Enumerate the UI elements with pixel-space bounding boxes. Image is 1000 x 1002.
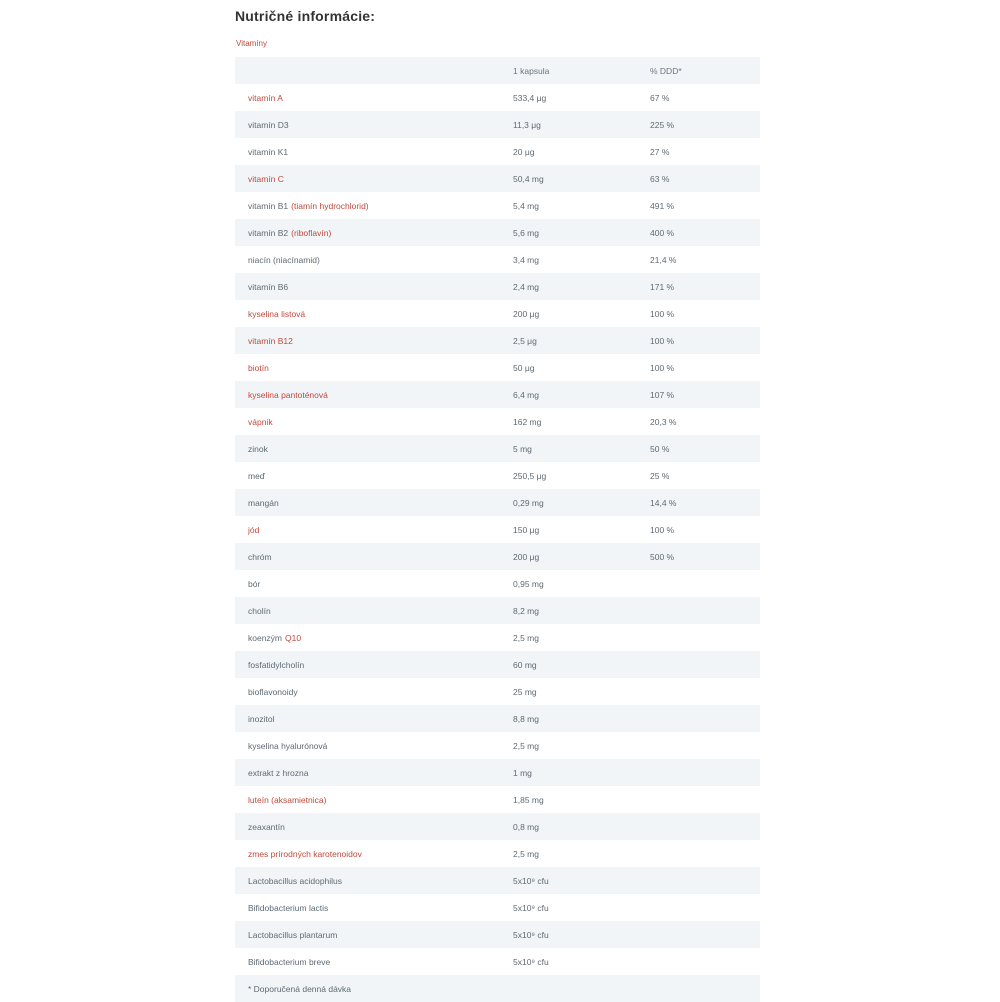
- table-row: [235, 732, 760, 759]
- ingredient-amount: 2,4 mg: [513, 281, 539, 292]
- ingredient-percent-ddd: 171 %: [650, 281, 675, 292]
- ingredient-amount: 11,3 μg: [513, 119, 541, 130]
- ingredient-link[interactable]: luteín (aksamietnica): [248, 794, 327, 805]
- footnote-text: * Doporučená denná dávka: [248, 983, 352, 994]
- ingredient-percent-ddd: 27 %: [650, 146, 670, 157]
- ingredient-name-cell: [248, 876, 513, 886]
- ingredient-amount: 50,4 mg: [513, 173, 544, 184]
- ingredient-name-cell: [248, 363, 513, 373]
- ingredient-percent-ddd: 400 %: [650, 227, 675, 238]
- ingredient-label: inozitol: [248, 713, 275, 724]
- table-row: [235, 759, 760, 786]
- ingredient-percent-ddd: 500 %: [650, 551, 675, 562]
- table-row: [235, 813, 760, 840]
- ingredient-label: cholín: [248, 605, 271, 616]
- ingredient-amount: 2,5 mg: [513, 848, 539, 859]
- ingredient-link[interactable]: vápnik: [248, 416, 273, 427]
- ingredient-percent-ddd: 100 %: [650, 524, 675, 535]
- table-row: [235, 894, 760, 921]
- nutrition-table: [235, 57, 760, 1002]
- ingredient-name-cell: [248, 741, 513, 751]
- ingredient-amount: 2,5 mg: [513, 632, 539, 643]
- table-row: [235, 624, 760, 651]
- ingredient-label: bioflavonoidy: [248, 686, 298, 697]
- ingredient-name-cell: [248, 255, 513, 265]
- ingredient-amount: 5,4 mg: [513, 200, 539, 211]
- ingredient-percent-ddd: 100 %: [650, 362, 675, 373]
- table-row: [235, 921, 760, 948]
- ingredient-amount: 25 mg: [513, 686, 537, 697]
- ingredient-percent-ddd: 225 %: [650, 119, 675, 130]
- ingredient-amount: 3,4 mg: [513, 254, 539, 265]
- table-row: [235, 192, 760, 219]
- table-row: [235, 489, 760, 516]
- ingredient-label: zeaxantín: [248, 821, 285, 832]
- ingredient-link[interactable]: kyselina pantoténová: [248, 389, 328, 400]
- table-row: [235, 543, 760, 570]
- ingredient-amount: 8,8 mg: [513, 713, 539, 724]
- ingredient-amount: 5 mg: [513, 443, 532, 454]
- ingredient-label: mangán: [248, 497, 279, 508]
- ingredient-percent-ddd: 21,4 %: [650, 254, 677, 265]
- ingredient-amount: 5x10⁹ cfu: [513, 929, 549, 940]
- table-row: [235, 867, 760, 894]
- ingredient-amount: 5,6 mg: [513, 227, 539, 238]
- table-row: [235, 273, 760, 300]
- table-row: [235, 786, 760, 813]
- ingredient-amount: 200 μg: [513, 551, 540, 562]
- ingredient-name-cell: [248, 417, 513, 427]
- ingredient-amount: 0,95 mg: [513, 578, 544, 589]
- ingredient-amount: 8,2 mg: [513, 605, 539, 616]
- table-row: [235, 327, 760, 354]
- ingredient-name-cell: [248, 714, 513, 724]
- ingredient-label: chróm: [248, 551, 272, 562]
- ingredient-percent-ddd: 50 %: [650, 443, 670, 454]
- table-row: [235, 462, 760, 489]
- ingredient-amount: 0,29 mg: [513, 497, 544, 508]
- ingredient-label: Bifidobacterium lactis: [248, 902, 329, 913]
- table-row: [235, 219, 760, 246]
- ingredient-label: Lactobacillus plantarum: [248, 929, 338, 940]
- table-row: [235, 300, 760, 327]
- ingredient-label: meď: [248, 470, 266, 481]
- table-row: [235, 705, 760, 732]
- ingredient-suffix-link[interactable]: Q10: [285, 632, 302, 643]
- table-row: [235, 381, 760, 408]
- ingredient-percent-ddd: 491 %: [650, 200, 675, 211]
- ingredient-name-cell: [248, 471, 513, 481]
- table-row: [235, 651, 760, 678]
- column-header-per-capsule: 1 kapsula: [513, 65, 550, 76]
- ingredient-name-cell: [248, 525, 513, 535]
- table-row: [235, 597, 760, 624]
- ingredient-percent-ddd: 25 %: [650, 470, 670, 481]
- ingredient-link[interactable]: biotín: [248, 362, 269, 373]
- table-row: [235, 138, 760, 165]
- ingredient-amount: 200 μg: [513, 308, 540, 319]
- ingredient-label: vitamín B6: [248, 281, 289, 292]
- ingredient-amount: 250,5 μg: [513, 470, 547, 481]
- ingredient-name-cell: [248, 849, 513, 859]
- ingredient-percent-ddd: 107 %: [650, 389, 675, 400]
- ingredient-link[interactable]: zmes prírodných karotenoidov: [248, 848, 362, 859]
- ingredient-amount: 1,85 mg: [513, 794, 544, 805]
- ingredient-name-cell: [248, 768, 513, 778]
- ingredient-link[interactable]: vitamín B12: [248, 335, 293, 346]
- ingredient-link[interactable]: vitamín A: [248, 92, 283, 103]
- table-row: [235, 840, 760, 867]
- ingredient-label: koenzým: [248, 632, 283, 643]
- ingredient-amount: 0,8 mg: [513, 821, 539, 832]
- ingredient-name-cell: [248, 147, 513, 157]
- ingredient-label: bór: [248, 578, 261, 589]
- ingredient-link[interactable]: jód: [248, 524, 260, 535]
- ingredient-name-cell: [248, 228, 513, 238]
- ingredient-percent-ddd: 20,3 %: [650, 416, 677, 427]
- ingredient-name-cell: [248, 687, 513, 697]
- ingredient-name-cell: [248, 444, 513, 454]
- ingredient-name-cell: [248, 903, 513, 913]
- ingredient-link[interactable]: kyselina listová: [248, 308, 306, 319]
- ingredient-amount: 2,5 mg: [513, 740, 539, 751]
- ingredient-name-cell: [248, 390, 513, 400]
- ingredient-percent-ddd: 100 %: [650, 335, 675, 346]
- ingredient-label: niacín (niacínamid): [248, 254, 320, 265]
- ingredient-name-cell: [248, 120, 513, 130]
- ingredient-label: fosfatidylcholín: [248, 659, 305, 670]
- ingredient-amount: 5x10⁹ cfu: [513, 875, 549, 886]
- ingredient-label: extrakt z hrozna: [248, 767, 309, 778]
- ingredient-link[interactable]: vitamín C: [248, 173, 284, 184]
- ingredient-label: vitamín B1: [248, 200, 289, 211]
- ingredient-percent-ddd: 14,4 %: [650, 497, 677, 508]
- ingredient-name-cell: [248, 309, 513, 319]
- ingredient-name-cell: [248, 336, 513, 346]
- table-row: [235, 165, 760, 192]
- ingredient-amount: 6,4 mg: [513, 389, 539, 400]
- ingredient-label: vitamín K1: [248, 146, 289, 157]
- ingredient-label: kyselina hyalurónová: [248, 740, 328, 751]
- table-row: [235, 354, 760, 381]
- table-row: [235, 516, 760, 543]
- ingredient-amount: 1 mg: [513, 767, 532, 778]
- table-row: [235, 948, 760, 975]
- ingredient-name-cell: [248, 498, 513, 508]
- table-body: [235, 84, 760, 975]
- ingredient-label: vitamín D3: [248, 119, 289, 130]
- ingredient-percent-ddd: 63 %: [650, 173, 670, 184]
- ingredient-name-cell: [248, 282, 513, 292]
- ingredient-name-cell: [248, 930, 513, 940]
- column-header-percent-ddd: % DDD*: [650, 65, 682, 76]
- ingredient-label: Lactobacillus acidophilus: [248, 875, 343, 886]
- table-footnote-row: [235, 975, 760, 1002]
- ingredient-amount: 2,5 μg: [513, 335, 537, 346]
- ingredient-suffix-link[interactable]: (riboflavín): [291, 227, 332, 238]
- ingredient-name-cell: [248, 93, 513, 103]
- ingredient-name-cell: [248, 660, 513, 670]
- ingredient-label: Bifidobacterium breve: [248, 956, 331, 967]
- table-row: [235, 84, 760, 111]
- table-row: [235, 408, 760, 435]
- ingredient-name-cell: [248, 957, 513, 967]
- ingredient-name-cell: [248, 633, 513, 643]
- vitamins-link[interactable]: Vitamíny: [236, 39, 267, 48]
- ingredient-name-cell: [248, 552, 513, 562]
- ingredient-name-cell: [248, 822, 513, 832]
- page-title: Nutričné informácie:: [235, 8, 376, 24]
- ingredient-percent-ddd: 100 %: [650, 308, 675, 319]
- ingredient-amount: 60 mg: [513, 659, 537, 670]
- ingredient-amount: 150 μg: [513, 524, 540, 535]
- ingredient-percent-ddd: 67 %: [650, 92, 670, 103]
- ingredient-amount: 533,4 μg: [513, 92, 547, 103]
- ingredient-amount: 162 mg: [513, 416, 542, 427]
- ingredient-label: zinok: [248, 443, 268, 454]
- ingredient-name-cell: [248, 201, 513, 211]
- ingredient-name-cell: [248, 606, 513, 616]
- ingredient-amount: 50 μg: [513, 362, 535, 373]
- table-row: [235, 246, 760, 273]
- table-row: [235, 435, 760, 462]
- table-row: [235, 678, 760, 705]
- ingredient-name-cell: [248, 795, 513, 805]
- nutrition-info-section: [235, 8, 760, 1002]
- ingredient-name-cell: [248, 174, 513, 184]
- ingredient-amount: 5x10⁹ cfu: [513, 902, 549, 913]
- ingredient-amount: 20 μg: [513, 146, 535, 157]
- ingredient-name-cell: [248, 579, 513, 589]
- table-row: [235, 111, 760, 138]
- ingredient-label: vitamín B2: [248, 227, 289, 238]
- ingredient-amount: 5x10⁹ cfu: [513, 956, 549, 967]
- table-row: [235, 570, 760, 597]
- table-header-row: [235, 57, 760, 84]
- ingredient-suffix-link[interactable]: (tiamín hydrochlorid): [291, 200, 369, 211]
